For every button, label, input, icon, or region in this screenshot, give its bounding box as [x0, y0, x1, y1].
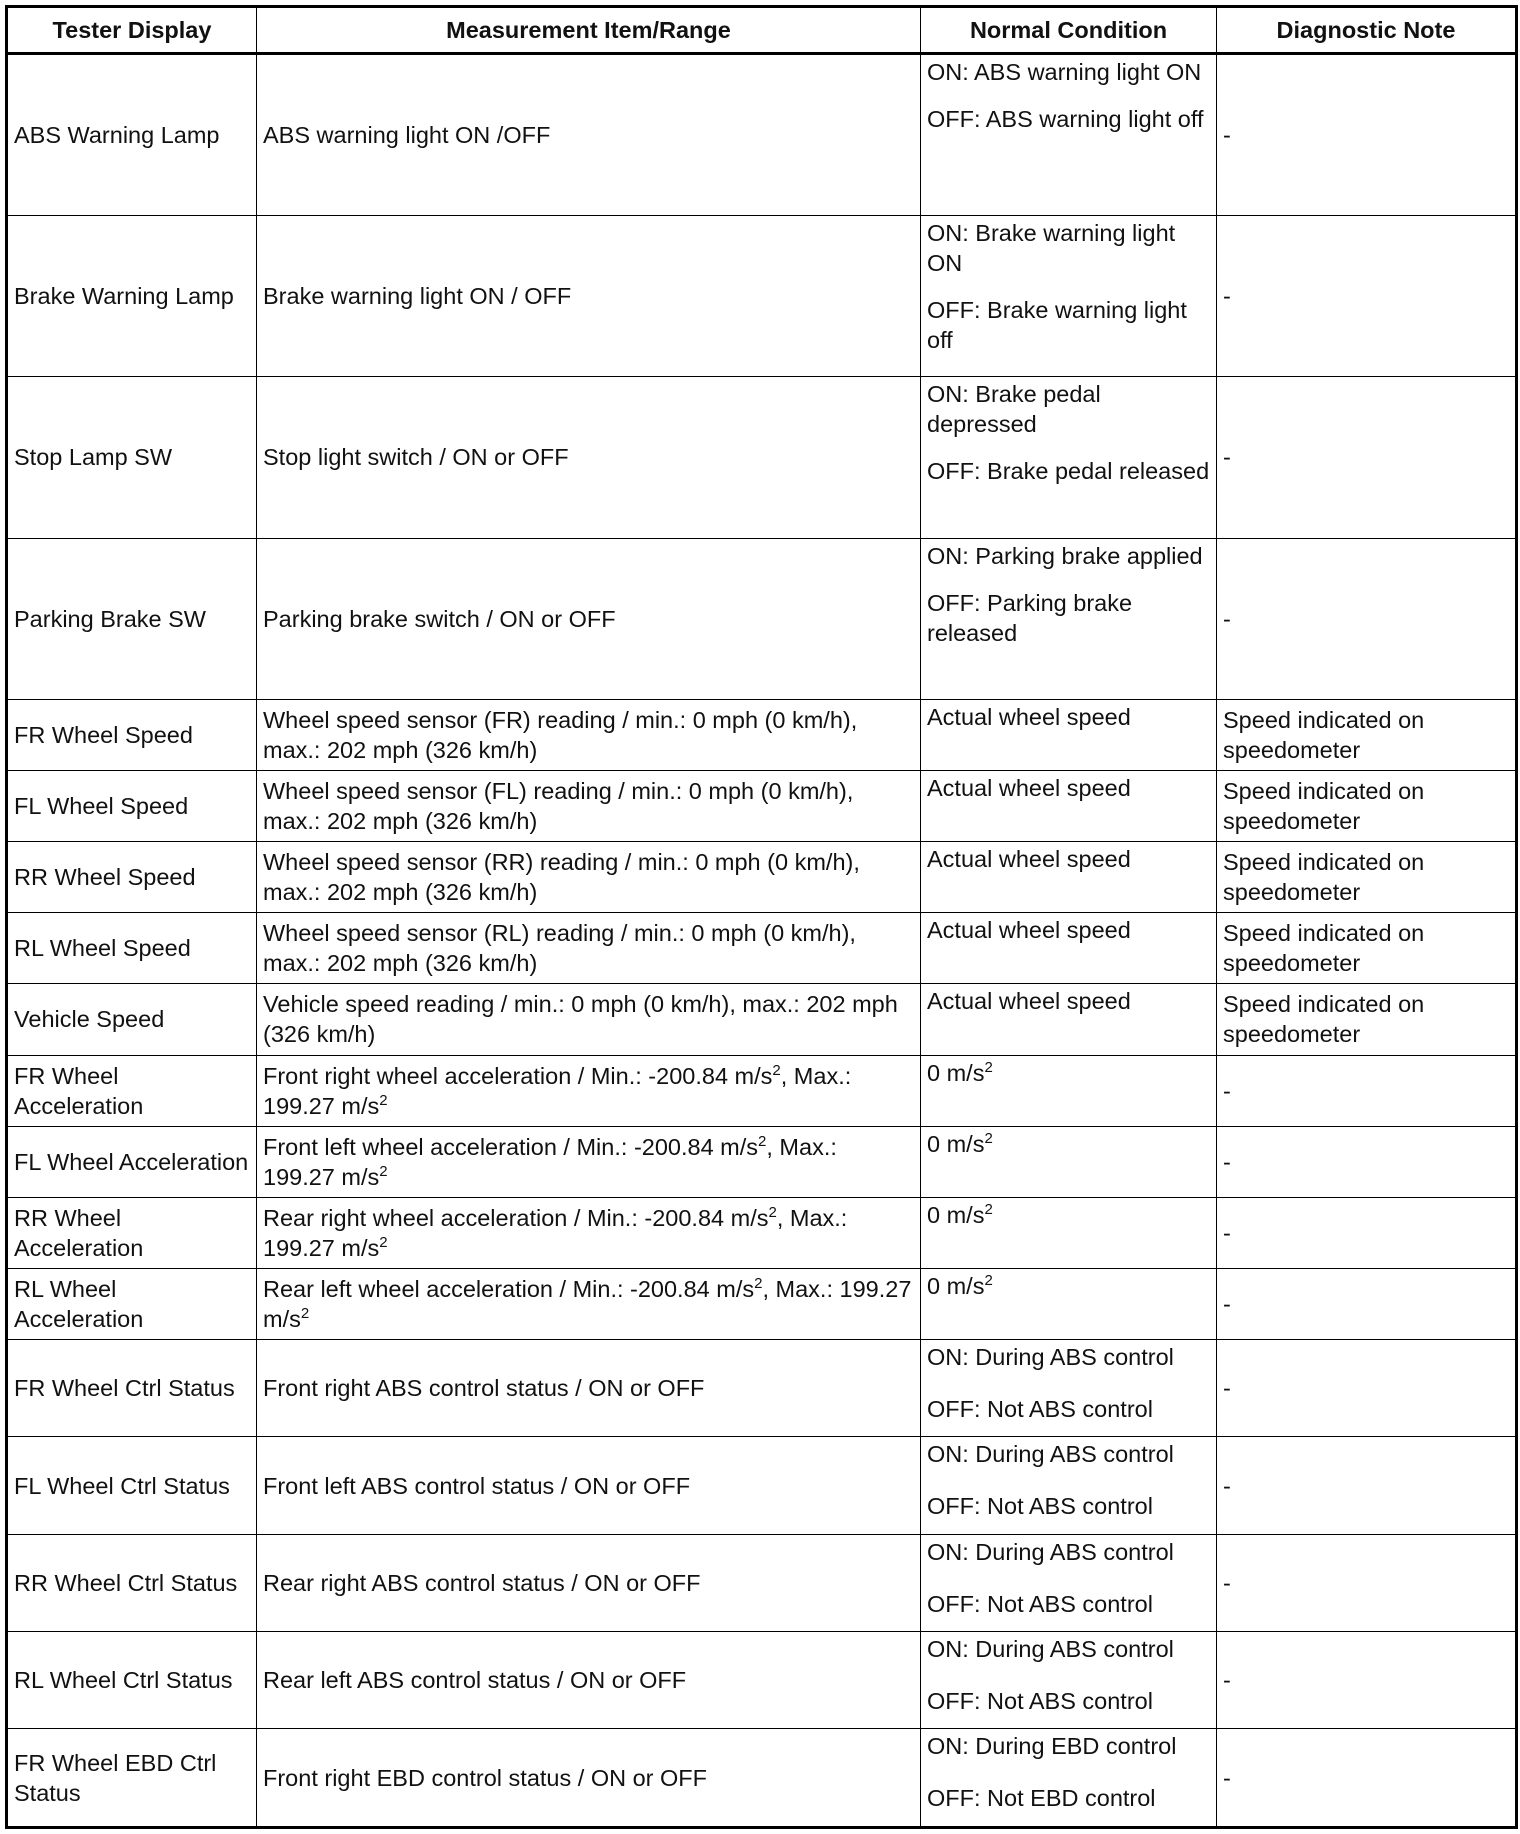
normal-condition-cell — [921, 1437, 1217, 1534]
normal-condition-cell: Actual wheel speed — [921, 842, 1217, 913]
condition-off-text: OFF: Parking brake released — [927, 589, 1133, 646]
item-text-a: Rear left wheel acceleration / Min.: -200.84 m/s — [263, 1276, 755, 1303]
table-row — [7, 1126, 1517, 1197]
condition-on-text: ON: ABS warning light ON — [927, 59, 1202, 85]
tester-display-cell: Parking Brake SW — [7, 538, 257, 699]
diagnostic-note-cell: - — [1217, 216, 1517, 377]
diagnostic-note-cell: - — [1217, 1729, 1517, 1828]
condition-off-text: OFF: Brake warning light off — [927, 297, 1187, 354]
document-page — [5, 5, 1515, 1829]
measurement-item-cell: Brake warning light ON / OFF — [257, 216, 921, 377]
item-text-b: , Max.: 199.27 m/s — [263, 1204, 848, 1261]
measurement-item-cell — [257, 1268, 921, 1339]
item-text-b: , Max.: 199.27 m/s — [263, 1276, 912, 1333]
tester-display-cell: RL Wheel Speed — [7, 913, 257, 984]
normal-condition-cell — [921, 1055, 1217, 1126]
tester-display-cell: FR Wheel Acceleration — [7, 1055, 257, 1126]
normal-condition-cell — [921, 1126, 1217, 1197]
diagnostic-note-cell: Speed indicated on speedometer — [1217, 842, 1517, 913]
diagnostic-note-cell: - — [1217, 1055, 1517, 1126]
superscript-exponent: 2 — [984, 1129, 993, 1147]
table-row — [7, 538, 1517, 699]
measurement-item-cell: Parking brake switch / ON or OFF — [257, 538, 921, 699]
measurement-item-cell: Wheel speed sensor (RR) reading / min.: 0 mph (0 km/h), max.: 202 mph (326 km/h) — [257, 842, 921, 913]
tester-display-cell: Vehicle Speed — [7, 984, 257, 1055]
item-text-a: Front right wheel acceleration / Min.: -200.84 m/s — [263, 1062, 773, 1089]
condition-off-text: OFF: ABS warning light off — [927, 106, 1204, 132]
measurement-item-cell — [257, 1126, 921, 1197]
condition-off-text: OFF: Not ABS control — [927, 1590, 1153, 1617]
header-normal-condition: Normal Condition — [921, 7, 1217, 54]
measurement-item-cell — [257, 1055, 921, 1126]
condition-off-text: OFF: Not ABS control — [927, 1493, 1153, 1520]
table-row — [7, 770, 1517, 841]
table-row — [7, 377, 1517, 538]
item-text-a: Rear right wheel acceleration / Min.: -200.84 m/s — [263, 1204, 769, 1231]
tester-display-cell: FL Wheel Ctrl Status — [7, 1437, 257, 1534]
normal-condition-cell — [921, 54, 1217, 216]
condition-on-text: ON: Parking brake applied — [927, 542, 1203, 569]
table-row — [7, 1055, 1517, 1126]
condition-on-text: ON: During ABS control — [927, 1441, 1174, 1468]
condition-value: 0 m/s — [927, 1059, 985, 1086]
diagnostic-note-cell: - — [1217, 1340, 1517, 1437]
tester-display-cell: Stop Lamp SW — [7, 377, 257, 538]
condition-off-text: OFF: Not ABS control — [927, 1396, 1153, 1423]
measurement-item-cell: Wheel speed sensor (FR) reading / min.: 0 mph (0 km/h), max.: 202 mph (326 km/h) — [257, 699, 921, 770]
superscript-exponent: 2 — [379, 1234, 388, 1252]
condition-on-text: ON: During EBD control — [927, 1733, 1177, 1760]
diagnostic-note-cell: - — [1217, 1126, 1517, 1197]
superscript-exponent: 2 — [379, 1091, 388, 1109]
measurement-item-cell: Front right ABS control status / ON or OFF — [257, 1340, 921, 1437]
diagnostic-note-cell: - — [1217, 538, 1517, 699]
condition-value: 0 m/s — [927, 1130, 985, 1157]
table-row — [7, 1632, 1517, 1729]
measurement-item-cell: ABS warning light ON /OFF — [257, 54, 921, 216]
diagnostic-note-cell: Speed indicated on speedometer — [1217, 984, 1517, 1055]
normal-condition-cell — [921, 1729, 1217, 1828]
table-row — [7, 1729, 1517, 1828]
measurement-item-cell — [257, 1197, 921, 1268]
item-text-a: Front left wheel acceleration / Min.: -200.84 m/s — [263, 1133, 759, 1160]
superscript-exponent: 2 — [772, 1061, 781, 1079]
condition-value: 0 m/s — [927, 1201, 985, 1228]
normal-condition-cell — [921, 1632, 1217, 1729]
tester-display-cell: FL Wheel Speed — [7, 770, 257, 841]
tester-display-cell: RR Wheel Acceleration — [7, 1197, 257, 1268]
condition-off-text: OFF: Not ABS control — [927, 1688, 1153, 1715]
normal-condition-cell — [921, 1534, 1217, 1631]
diagnostic-note-cell: Speed indicated on speedometer — [1217, 770, 1517, 841]
superscript-exponent: 2 — [379, 1162, 388, 1180]
normal-condition-cell — [921, 1197, 1217, 1268]
superscript-exponent: 2 — [300, 1305, 310, 1323]
normal-condition-cell — [921, 377, 1217, 538]
header-diagnostic-note: Diagnostic Note — [1217, 7, 1517, 54]
tester-display-cell: RR Wheel Ctrl Status — [7, 1534, 257, 1631]
diagnostic-data-table — [5, 5, 1518, 1829]
measurement-item-cell: Rear left ABS control status / ON or OFF — [257, 1632, 921, 1729]
superscript-exponent: 2 — [984, 1058, 993, 1076]
tester-display-cell: RL Wheel Ctrl Status — [7, 1632, 257, 1729]
condition-off-text: OFF: Brake pedal released — [927, 458, 1210, 485]
condition-on-text: ON: Brake pedal depressed — [927, 381, 1101, 438]
measurement-item-cell: Vehicle speed reading / min.: 0 mph (0 km/h), max.: 202 mph (326 km/h) — [257, 984, 921, 1055]
normal-condition-cell — [921, 538, 1217, 699]
superscript-exponent: 2 — [768, 1204, 777, 1222]
tester-display-cell: RL Wheel Acceleration — [7, 1268, 257, 1339]
condition-on-text: ON: During ABS control — [927, 1636, 1174, 1663]
item-text-b: , Max.: 199.27 m/s — [263, 1062, 852, 1119]
diagnostic-note-cell: Speed indicated on speedometer — [1217, 913, 1517, 984]
header-measurement-item: Measurement Item/Range — [257, 7, 921, 54]
table-row — [7, 1534, 1517, 1631]
normal-condition-cell — [921, 216, 1217, 377]
superscript-exponent: 2 — [984, 1272, 993, 1290]
measurement-item-cell: Rear right ABS control status / ON or OFF — [257, 1534, 921, 1631]
table-row — [7, 54, 1517, 216]
condition-off-text: OFF: Not EBD control — [927, 1785, 1156, 1812]
condition-on-text: ON: During ABS control — [927, 1538, 1174, 1565]
diagnostic-note-cell: - — [1217, 1632, 1517, 1729]
table-row — [7, 216, 1517, 377]
normal-condition-cell: Actual wheel speed — [921, 913, 1217, 984]
tester-display-cell: FL Wheel Acceleration — [7, 1126, 257, 1197]
header-tester-display: Tester Display — [7, 7, 257, 54]
table-row — [7, 842, 1517, 913]
tester-display-cell: RR Wheel Speed — [7, 842, 257, 913]
tester-display-cell: FR Wheel Ctrl Status — [7, 1340, 257, 1437]
diagnostic-note-cell: - — [1217, 1197, 1517, 1268]
measurement-item-cell: Stop light switch / ON or OFF — [257, 377, 921, 538]
condition-on-text: ON: During ABS control — [927, 1344, 1174, 1371]
tester-display-cell: FR Wheel Speed — [7, 699, 257, 770]
measurement-item-cell: Front left ABS control status / ON or OFF — [257, 1437, 921, 1534]
table-row — [7, 913, 1517, 984]
table-header-row — [7, 7, 1517, 54]
table-row — [7, 699, 1517, 770]
table-row — [7, 1268, 1517, 1339]
tester-display-cell: FR Wheel EBD Ctrl Status — [7, 1729, 257, 1828]
tester-display-cell: Brake Warning Lamp — [7, 216, 257, 377]
normal-condition-cell: Actual wheel speed — [921, 770, 1217, 841]
normal-condition-cell — [921, 1340, 1217, 1437]
measurement-item-cell: Wheel speed sensor (FL) reading / min.: 0 mph (0 km/h), max.: 202 mph (326 km/h) — [257, 770, 921, 841]
superscript-exponent: 2 — [754, 1275, 763, 1293]
superscript-exponent: 2 — [758, 1132, 767, 1150]
superscript-exponent: 2 — [984, 1201, 993, 1218]
measurement-item-cell: Wheel speed sensor (RL) reading / min.: 0 mph (0 km/h), max.: 202 mph (326 km/h) — [257, 913, 921, 984]
table-row — [7, 1437, 1517, 1534]
diagnostic-note-cell: - — [1217, 1437, 1517, 1534]
table-row — [7, 984, 1517, 1055]
condition-value: 0 m/s — [927, 1272, 985, 1299]
normal-condition-cell — [921, 1268, 1217, 1339]
diagnostic-note-cell: - — [1217, 1268, 1517, 1339]
diagnostic-note-cell: Speed indicated on speedometer — [1217, 699, 1517, 770]
normal-condition-cell: Actual wheel speed — [921, 984, 1217, 1055]
measurement-item-cell: Front right EBD control status / ON or OFF — [257, 1729, 921, 1828]
diagnostic-note-cell: - — [1217, 54, 1517, 216]
tester-display-cell: ABS Warning Lamp — [7, 54, 257, 216]
diagnostic-note-cell: - — [1217, 377, 1517, 538]
diagnostic-note-cell: - — [1217, 1534, 1517, 1631]
normal-condition-cell: Actual wheel speed — [921, 699, 1217, 770]
condition-on-text: ON: Brake warning light ON — [927, 220, 1176, 277]
table-row — [7, 1197, 1517, 1268]
item-text-b: , Max.: 199.27 m/s — [263, 1133, 837, 1190]
table-row — [7, 1340, 1517, 1437]
